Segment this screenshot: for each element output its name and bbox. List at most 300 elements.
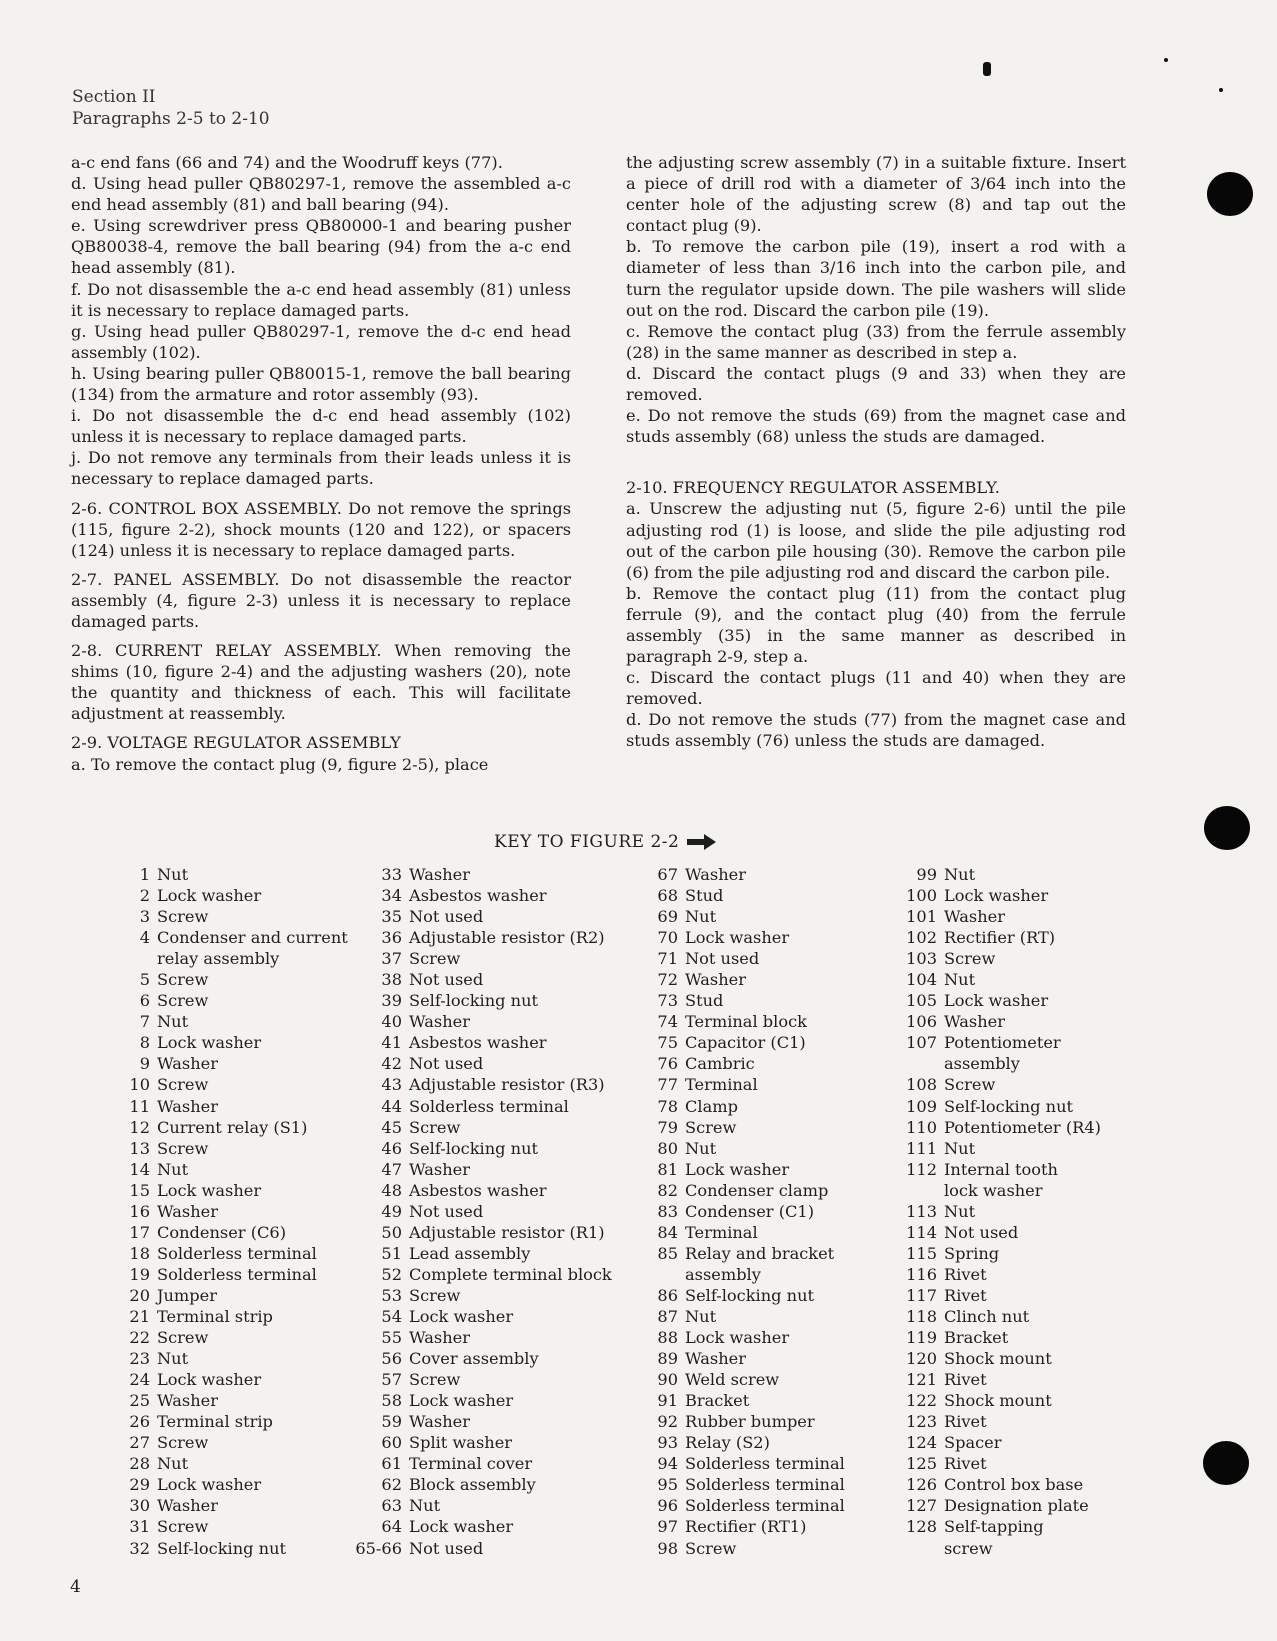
key-item-number: 19 xyxy=(129,1264,150,1284)
key-item xyxy=(98,885,348,906)
key-item-number: 83 xyxy=(657,1201,678,1221)
key-item-label: Self-locking nut xyxy=(685,1285,814,1305)
key-item xyxy=(857,1369,1101,1390)
key-item-label: Spacer xyxy=(944,1433,1002,1453)
key-item-label: Self-locking nut xyxy=(944,1096,1073,1116)
key-item-number: 34 xyxy=(381,886,402,906)
key-item xyxy=(857,1474,1101,1495)
key-item xyxy=(350,1516,612,1537)
key-item xyxy=(98,1074,348,1095)
key-item xyxy=(857,1117,1101,1138)
key-item xyxy=(350,1306,612,1327)
key-item xyxy=(350,1348,612,1369)
key-item-number: 21 xyxy=(129,1306,150,1326)
key-item-label: Washer xyxy=(409,1012,470,1032)
key-item-number: 117 xyxy=(906,1285,937,1305)
key-item-label: Lock washer xyxy=(944,886,1049,906)
key-item-number: 8 xyxy=(139,1033,150,1053)
key-item-number: 7 xyxy=(139,1012,150,1032)
key-item-number: 95 xyxy=(657,1475,678,1495)
key-item-number: 40 xyxy=(381,1012,402,1032)
key-item xyxy=(98,1495,348,1516)
paragraph: j. Do not remove any terminals from their leads unless it is necessary to replace damaged parts. xyxy=(71,448,571,489)
key-item-label: Screw xyxy=(944,949,996,969)
key-item-number: 10 xyxy=(129,1075,150,1095)
key-item-number: 116 xyxy=(906,1264,937,1284)
binder-hole xyxy=(1207,172,1253,216)
key-item xyxy=(98,1222,348,1243)
key-item-number: 15 xyxy=(129,1180,150,1200)
key-column-3 xyxy=(623,864,845,1559)
key-item-label: Relay (S2) xyxy=(685,1433,770,1453)
key-item-number: 75 xyxy=(657,1033,678,1053)
key-item-label: Nut xyxy=(409,1496,441,1516)
key-item-label: Adjustable resistor (R2) xyxy=(409,928,605,948)
key-item-label: Solderless terminal xyxy=(685,1496,845,1516)
key-item xyxy=(98,927,348,948)
key-item-number: 65-66 xyxy=(355,1538,402,1558)
key-item-label: Lock washer xyxy=(409,1391,514,1411)
paragraph: g. Using head puller QB80297-1, remove the d-c end head assembly (102). xyxy=(71,321,571,362)
key-item-number: 31 xyxy=(129,1517,150,1537)
key-item-label: Washer xyxy=(409,1412,470,1432)
key-item xyxy=(623,1159,845,1180)
key-item xyxy=(857,1390,1101,1411)
key-item-number: 78 xyxy=(657,1096,678,1116)
key-item-number: 126 xyxy=(906,1475,937,1495)
key-item xyxy=(623,969,845,990)
key-item-label: Current relay (S1) xyxy=(157,1117,308,1137)
key-item-label: Not used xyxy=(409,970,484,990)
key-item-label: Nut xyxy=(157,1012,189,1032)
key-item xyxy=(857,927,1101,948)
key-item-number: 69 xyxy=(657,907,678,927)
key-item xyxy=(623,1411,845,1432)
key-item-label: Screw xyxy=(157,1138,209,1158)
key-item-label: Rectifier (RT) xyxy=(944,928,1056,948)
key-item-number: 28 xyxy=(129,1454,150,1474)
key-item xyxy=(350,927,612,948)
key-item-label: Solderless terminal xyxy=(157,1264,317,1284)
key-item-label: Potentiometer xyxy=(944,1033,1061,1053)
key-column-2 xyxy=(350,864,612,1559)
key-item-number: 55 xyxy=(381,1328,402,1348)
key-item-number: 99 xyxy=(916,865,937,884)
key-item-label: Screw xyxy=(157,991,209,1011)
key-item-number: 38 xyxy=(381,970,402,990)
key-item xyxy=(98,1453,348,1474)
key-item xyxy=(623,1222,845,1243)
key-item xyxy=(857,1306,1101,1327)
key-item-number: 124 xyxy=(906,1433,937,1453)
key-item-number: 62 xyxy=(381,1475,402,1495)
key-item xyxy=(98,1306,348,1327)
key-item xyxy=(350,885,612,906)
key-item-number: 45 xyxy=(381,1117,402,1137)
key-item-label: Screw xyxy=(409,1117,461,1137)
key-item-number xyxy=(857,1180,944,1201)
key-item-label: Relay and bracket xyxy=(685,1243,835,1263)
key-item xyxy=(98,1096,348,1117)
key-item-label: Rivet xyxy=(944,1370,987,1390)
key-item-label: Nut xyxy=(685,1138,717,1158)
key-item-number: 44 xyxy=(381,1096,402,1116)
key-item xyxy=(98,1138,348,1159)
key-item-number xyxy=(857,1053,944,1074)
paragraph: 2-6. CONTROL BOX ASSEMBLY. Do not remove the springs (115, figure 2-2), shock mounts (120 and 122), or spacers (124) unless it is necessary to replace damaged parts. xyxy=(71,498,571,560)
key-item xyxy=(350,1138,612,1159)
key-item xyxy=(857,1411,1101,1432)
key-item-label: Lock washer xyxy=(409,1306,514,1326)
key-item-number: 82 xyxy=(657,1180,678,1200)
key-item xyxy=(350,1264,612,1285)
key-item-label: Condenser (C6) xyxy=(157,1222,287,1242)
key-item-number: 68 xyxy=(657,886,678,906)
paragraph: 2-8. CURRENT RELAY ASSEMBLY. When removing the shims (10, figure 2-4) and the adjusting washers (20), note the quantity and thickness of each. This will facilitate adjustment at reassembly. xyxy=(71,641,571,724)
key-item xyxy=(857,1138,1101,1159)
key-item xyxy=(623,1369,845,1390)
key-item xyxy=(98,1159,348,1180)
key-item xyxy=(623,1074,845,1095)
key-item-number: 107 xyxy=(906,1033,937,1053)
key-item-label: Rubber bumper xyxy=(685,1412,815,1432)
key-item-number: 94 xyxy=(657,1454,678,1474)
key-item xyxy=(350,906,612,927)
key-item-number: 48 xyxy=(381,1180,402,1200)
key-item xyxy=(350,1032,612,1053)
key-item-label: Lock washer xyxy=(944,991,1049,1011)
key-item-number: 11 xyxy=(129,1096,150,1116)
key-item-number: 30 xyxy=(129,1496,150,1516)
key-item-label: Adjustable resistor (R1) xyxy=(409,1222,605,1242)
key-item xyxy=(623,948,845,969)
key-item xyxy=(857,1516,1101,1537)
key-item-label: Not used xyxy=(409,1054,484,1074)
key-item-label: Lock washer xyxy=(685,1328,790,1348)
key-item-number: 25 xyxy=(129,1391,150,1411)
key-item-label: Washer xyxy=(409,1328,470,1348)
key-item-label: Screw xyxy=(157,970,209,990)
key-item xyxy=(857,1096,1101,1117)
key-item xyxy=(857,1264,1101,1285)
key-item-label: Adjustable resistor (R3) xyxy=(409,1075,605,1095)
key-item-number: 1 xyxy=(139,865,150,884)
key-item xyxy=(857,948,1101,969)
key-item-number: 63 xyxy=(381,1496,402,1516)
key-item xyxy=(623,1243,845,1264)
key-item xyxy=(350,1411,612,1432)
key-item xyxy=(623,1327,845,1348)
key-item xyxy=(623,1011,845,1032)
key-item-number: 120 xyxy=(906,1349,937,1369)
key-item-number: 22 xyxy=(129,1328,150,1348)
key-item-label: Nut xyxy=(157,1159,189,1179)
key-item-label: Solderless terminal xyxy=(157,1243,317,1263)
key-item-label: Washer xyxy=(409,1159,470,1179)
key-item-number: 123 xyxy=(906,1412,937,1432)
key-item xyxy=(98,906,348,927)
paragraph: d. Using head puller QB80297-1, remove the assembled a-c end head assembly (81) and ball bearing (94). xyxy=(71,174,571,215)
key-item-number: 53 xyxy=(381,1285,402,1305)
key-item-number: 2 xyxy=(139,886,150,906)
key-item-number: 36 xyxy=(381,928,402,948)
key-item xyxy=(98,1327,348,1348)
key-item-label: Split washer xyxy=(409,1433,513,1453)
key-item xyxy=(623,990,845,1011)
key-item-label: Solderless terminal xyxy=(685,1475,845,1495)
key-item-number: 96 xyxy=(657,1496,678,1516)
key-item-number: 79 xyxy=(657,1117,678,1137)
key-item-number: 12 xyxy=(129,1117,150,1137)
right-text-column xyxy=(626,152,1126,752)
paragraph: b. Remove the contact plug (11) from the contact plug ferrule (9), and the contact plug (40) from the ferrule assembly (35) in the same manner as described in paragraph 2-9, step a. xyxy=(626,583,1126,667)
key-item xyxy=(350,1180,612,1201)
key-item xyxy=(623,1306,845,1327)
key-item-number: 72 xyxy=(657,970,678,990)
key-item xyxy=(350,1538,612,1559)
scan-mark xyxy=(983,62,991,76)
key-item-number: 71 xyxy=(657,949,678,969)
key-item-label: Shock mount xyxy=(944,1349,1052,1369)
key-item-number: 113 xyxy=(906,1201,937,1221)
key-item xyxy=(98,1390,348,1411)
key-item xyxy=(623,1516,845,1537)
key-item-number: 118 xyxy=(906,1306,937,1326)
key-item-label: Nut xyxy=(157,865,189,884)
key-item-number: 51 xyxy=(381,1243,402,1263)
key-item-number: 84 xyxy=(657,1222,678,1242)
key-item-label: assembly xyxy=(685,1264,761,1284)
key-item xyxy=(623,1201,845,1222)
key-item-number: 59 xyxy=(381,1412,402,1432)
key-item xyxy=(98,1201,348,1222)
key-item-label: Washer xyxy=(157,1096,218,1116)
key-item-label: Screw xyxy=(157,1328,209,1348)
key-item-label: Rivet xyxy=(944,1285,987,1305)
key-item-number: 122 xyxy=(906,1391,937,1411)
paragraph: 2-7. PANEL ASSEMBLY. Do not disassemble the reactor assembly (4, figure 2-3) unless it is necessary to replace damaged parts. xyxy=(71,569,571,631)
key-item-label: Rectifier (RT1) xyxy=(685,1517,807,1537)
key-item-label: Screw xyxy=(409,949,461,969)
key-item xyxy=(623,1348,845,1369)
key-item-number: 73 xyxy=(657,991,678,1011)
key-item xyxy=(350,1222,612,1243)
key-item xyxy=(98,1264,348,1285)
key-item-number: 61 xyxy=(381,1454,402,1474)
key-item xyxy=(857,885,1101,906)
key-item xyxy=(857,1243,1101,1264)
key-item xyxy=(98,1348,348,1369)
key-item-label: Screw xyxy=(157,1433,209,1453)
key-item xyxy=(857,1159,1101,1180)
key-item-number: 119 xyxy=(906,1328,937,1348)
key-item xyxy=(350,969,612,990)
paragraph: c. Remove the contact plug (33) from the ferrule assembly (28) in the same manner as described in step a. xyxy=(626,321,1126,362)
key-item-number: 111 xyxy=(906,1138,937,1158)
key-item-label: Bracket xyxy=(685,1391,750,1411)
key-item-number: 32 xyxy=(129,1538,150,1558)
key-item-number: 16 xyxy=(129,1201,150,1221)
key-item-label: assembly xyxy=(944,1054,1020,1074)
key-item-label: Not used xyxy=(944,1222,1019,1242)
paragraph: 2-10. FREQUENCY REGULATOR ASSEMBLY. xyxy=(626,478,1000,498)
key-item-label: Rivet xyxy=(944,1412,987,1432)
key-item-number: 80 xyxy=(657,1138,678,1158)
scan-mark xyxy=(1164,58,1168,62)
key-item xyxy=(98,1032,348,1053)
key-item-label: Asbestos washer xyxy=(409,886,547,906)
key-item xyxy=(98,1411,348,1432)
key-item xyxy=(350,1453,612,1474)
key-item-label: Lock washer xyxy=(157,1033,262,1053)
key-item-label: Washer xyxy=(685,1349,746,1369)
key-item-number: 29 xyxy=(129,1475,150,1495)
key-item xyxy=(350,1117,612,1138)
key-column-4 xyxy=(857,864,1101,1559)
key-item xyxy=(98,1180,348,1201)
key-item-label: Cambric xyxy=(685,1054,755,1074)
key-item-label: Screw xyxy=(157,907,209,927)
key-item-number: 100 xyxy=(906,886,937,906)
key-item xyxy=(350,1053,612,1074)
key-item xyxy=(857,1011,1101,1032)
key-item-label: Clamp xyxy=(685,1096,738,1116)
key-item xyxy=(98,1538,348,1559)
key-item-label: Self-locking nut xyxy=(409,991,538,1011)
paragraph: e. Do not remove the studs (69) from the magnet case and studs assembly (68) unless the studs are damaged. xyxy=(626,406,1126,447)
key-item-label: Asbestos washer xyxy=(409,1033,547,1053)
key-item-label: Lead assembly xyxy=(409,1243,531,1263)
key-item xyxy=(98,990,348,1011)
key-item-number xyxy=(857,1538,944,1559)
key-item-label: Terminal block xyxy=(685,1012,807,1032)
key-item-number: 57 xyxy=(381,1370,402,1390)
key-item xyxy=(857,864,1101,885)
arrow-right-icon xyxy=(687,833,717,851)
key-item xyxy=(857,969,1101,990)
key-item-label: Nut xyxy=(944,865,976,884)
key-item-number: 101 xyxy=(906,907,937,927)
key-item-label: Terminal xyxy=(685,1222,758,1242)
key-item xyxy=(350,1201,612,1222)
paragraph: a. To remove the contact plug (9, figure 2-5), place xyxy=(71,754,489,774)
key-item-label: Screw xyxy=(157,1075,209,1095)
page-header xyxy=(72,86,270,130)
key-item xyxy=(857,1538,1101,1559)
key-item xyxy=(623,1117,845,1138)
key-item xyxy=(350,1243,612,1264)
key-item-label: Lock washer xyxy=(157,1475,262,1495)
key-item xyxy=(623,1180,845,1201)
key-item-number: 92 xyxy=(657,1412,678,1432)
key-item-number: 112 xyxy=(906,1159,937,1179)
key-item-number: 77 xyxy=(657,1075,678,1095)
key-item xyxy=(857,1032,1101,1053)
key-item-label: Nut xyxy=(157,1349,189,1369)
key-item-label: Screw xyxy=(944,1075,996,1095)
binder-hole xyxy=(1204,806,1250,850)
key-item-number: 64 xyxy=(381,1517,402,1537)
key-item-number: 88 xyxy=(657,1328,678,1348)
key-item-label: Stud xyxy=(685,886,724,906)
key-item-label: Nut xyxy=(157,1454,189,1474)
key-item-number: 114 xyxy=(906,1222,937,1242)
key-item xyxy=(98,948,348,969)
key-item xyxy=(857,1074,1101,1095)
key-item-number: 17 xyxy=(129,1222,150,1242)
key-item-label: Screw xyxy=(685,1538,737,1558)
key-item xyxy=(350,948,612,969)
key-item-number: 74 xyxy=(657,1012,678,1032)
key-item-label: Washer xyxy=(944,907,1005,927)
section-label: Section II xyxy=(72,87,156,107)
key-item xyxy=(623,1138,845,1159)
key-item xyxy=(350,864,612,885)
key-item-number: 6 xyxy=(139,991,150,1011)
paragraph-range: Paragraphs 2-5 to 2-10 xyxy=(72,109,270,129)
key-item-label: Not used xyxy=(685,949,760,969)
key-item-label: Nut xyxy=(944,970,976,990)
key-item xyxy=(857,1053,1101,1074)
key-item-number: 97 xyxy=(657,1517,678,1537)
key-item-number: 70 xyxy=(657,928,678,948)
key-item xyxy=(623,885,845,906)
key-item xyxy=(350,1285,612,1306)
key-item-number: 9 xyxy=(139,1054,150,1074)
key-item-number: 76 xyxy=(657,1054,678,1074)
key-item-label: Solderless terminal xyxy=(409,1096,569,1116)
key-item-number: 58 xyxy=(381,1391,402,1411)
key-item-number: 89 xyxy=(657,1349,678,1369)
key-item-number xyxy=(98,948,157,969)
key-item-number: 91 xyxy=(657,1391,678,1411)
key-item-label: Lock washer xyxy=(409,1517,514,1537)
key-item xyxy=(98,1285,348,1306)
key-item-label: screw xyxy=(944,1538,993,1558)
paragraph: the adjusting screw assembly (7) in a suitable fixture. Insert a piece of drill rod with a diameter of 3/64 inch into the center hole of the adjusting screw (8) and tap out the contact plug (9). xyxy=(626,153,1126,236)
key-item xyxy=(350,1327,612,1348)
key-item-label: Washer xyxy=(685,970,746,990)
key-item-number: 93 xyxy=(657,1433,678,1453)
key-item-label: Terminal cover xyxy=(409,1454,533,1474)
key-item-label: Control box base xyxy=(944,1475,1084,1495)
key-item-label: lock washer xyxy=(944,1180,1043,1200)
key-item-number: 27 xyxy=(129,1433,150,1453)
key-item-number: 125 xyxy=(906,1454,937,1474)
key-item-number: 115 xyxy=(906,1243,937,1263)
paragraph: b. To remove the carbon pile (19), insert a rod with a diameter of less than 3/16 inch into the carbon pile, and turn the regulator upside down. The pile washers will slide out on the rod. Discard the carbon pile (19). xyxy=(626,237,1126,320)
key-item-label: Condenser (C1) xyxy=(685,1201,815,1221)
key-item-label: Nut xyxy=(685,1306,717,1326)
key-item-number: 109 xyxy=(906,1096,937,1116)
key-item-label: Washer xyxy=(685,865,746,884)
key-item xyxy=(350,1390,612,1411)
key-item-number: 127 xyxy=(906,1496,937,1516)
key-item-label: Not used xyxy=(409,1538,484,1558)
key-item-number: 90 xyxy=(657,1370,678,1390)
binder-hole xyxy=(1203,1441,1249,1485)
key-item-label: Bracket xyxy=(944,1328,1009,1348)
key-item-number: 49 xyxy=(381,1201,402,1221)
left-text-column xyxy=(71,152,571,775)
key-item-label: Weld screw xyxy=(685,1370,780,1390)
key-item-label: Screw xyxy=(685,1117,737,1137)
key-item-label: Not used xyxy=(409,1201,484,1221)
key-item-label: Designation plate xyxy=(944,1496,1089,1516)
key-item-label: Lock washer xyxy=(685,1159,790,1179)
key-item-number: 46 xyxy=(381,1138,402,1158)
key-item-label: Screw xyxy=(409,1285,461,1305)
